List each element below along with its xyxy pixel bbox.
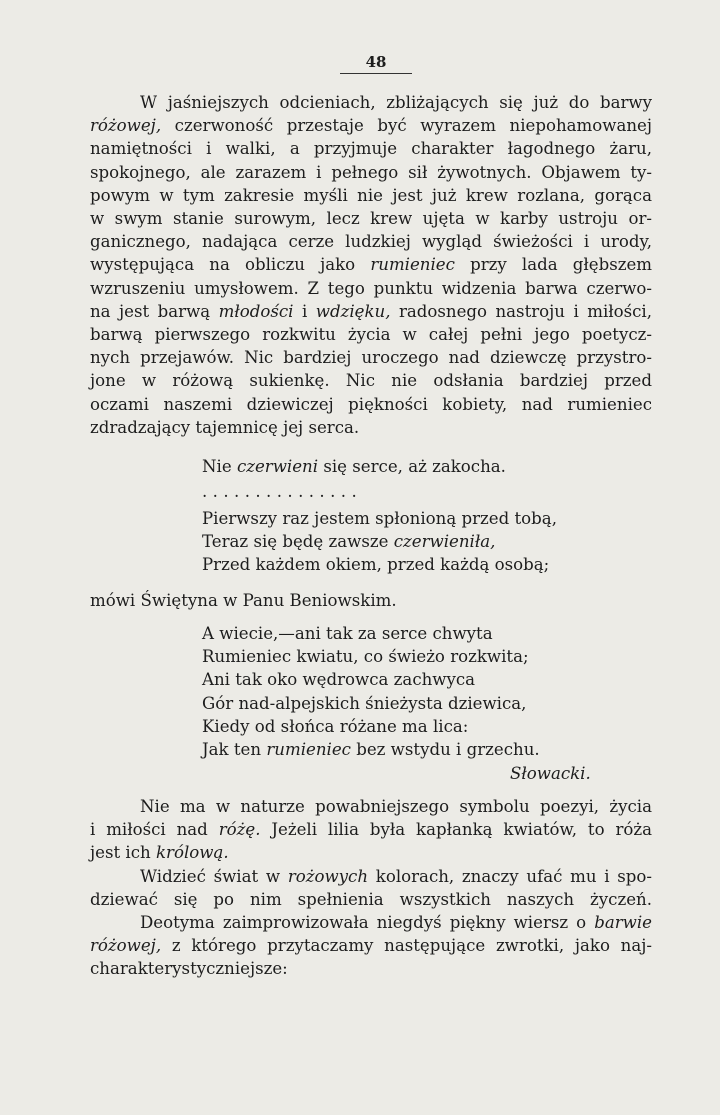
verse-line: Ani tak oko wędrowca zachwyca xyxy=(202,670,476,690)
paragraph-1 xyxy=(90,91,652,439)
ellipsis-dots: ............... xyxy=(202,482,363,501)
text-line: Widzieć świat w rożowych kolorach, znaczy ufać mu i spo- xyxy=(140,866,653,886)
text-line: na jest barwą młodości i wdzięku, radosnego nastroju i miłości, xyxy=(90,301,653,321)
text-line: w swym stanie surowym, lecz krew ujęta w karby ustroju or- xyxy=(90,209,652,229)
verse-line: Teraz się będę zawsze czerwieniła, xyxy=(202,532,496,552)
text-line: nych przejawów. Nic bardziej uroczego nad dziewczę przystro- xyxy=(90,348,652,368)
text-line: oczami naszemi dziewiczej piękności kobiety, nad rumieniec xyxy=(90,394,652,414)
text-line: występująca na obliczu jako rumieniec przy lada głębszem xyxy=(90,255,653,275)
text-line: Deotyma zaimprowizowała niegdyś piękny wiersz o barwie xyxy=(140,913,652,933)
paragraph-2 xyxy=(90,795,652,981)
text-line: wzruszeniu umysłowem. Z tego punktu widzenia barwa czerwo- xyxy=(90,278,652,298)
verse-line: Pierwszy raz jestem spłonioną przed tobą, xyxy=(202,509,557,528)
quote-1-first-line: Nie czerwieni się serce, aż zakocha. xyxy=(202,457,506,476)
verse-line: Rumieniec kwiatu, co świeżo rozkwita; xyxy=(202,647,529,667)
text-line: różowej, z którego przytaczamy następujące zwrotki, jako naj- xyxy=(90,936,653,956)
text-line: jest ich królową. xyxy=(90,843,229,863)
quote-1-stanza xyxy=(202,507,622,577)
poem-author: Słowacki. xyxy=(510,764,591,783)
text-line: W jaśniejszych odcieniach, zbliżających się już do barwy xyxy=(140,93,652,112)
verse-line: Gór nad-alpejskich śnieżysta dziewica, xyxy=(202,693,527,713)
verse-line: Kiedy od słońca różane ma lica: xyxy=(202,716,469,736)
text-line: jone w różową sukienkę. Nic nie odsłania bardziej przed xyxy=(90,371,652,391)
text-line: i miłości nad różę. Jeżeli lilia była kapłanką kwiatów, to róża xyxy=(90,820,653,840)
text-line: powym w tym zakresie myśli nie jest już krew rozlana, gorąca xyxy=(90,185,652,205)
verse-line: Przed każdem okiem, przed każdą osobą; xyxy=(202,555,550,575)
poem-quote xyxy=(202,622,622,761)
text-line: zdradzający tajemnicę jej serca. xyxy=(90,417,360,437)
text-line: dziewać się po nim spełnienia wszystkich naszych życzeń. xyxy=(90,889,652,909)
page-number-rule xyxy=(340,73,412,74)
attribution-line: mówi Świętyna w Panu Beniowskim. xyxy=(90,591,397,610)
verse-line: A wiecie,—ani tak za serce chwyta xyxy=(202,624,493,643)
text-line: spokojnego, ale zarazem i pełnego sił żywotnych. Objawem ty- xyxy=(90,162,652,182)
text-line: różowej, czerwoność przestaje być wyrazem niepohamowanej xyxy=(90,116,652,136)
page-number: 48 xyxy=(365,53,387,71)
text-line: namiętności i walki, a przyjmuje charakter łagodnego żaru, xyxy=(90,139,652,159)
text-line: Nie ma w naturze powabniejszego symbolu poezyi, życia xyxy=(140,797,652,816)
text-line: charakterystyczniejsze: xyxy=(90,959,288,979)
text-line: barwą pierwszego rozkwitu życia w całej pełni jego poetycz- xyxy=(90,325,652,345)
text-line: ganicznego, nadająca cerze ludzkiej wygląd świeżości i urody, xyxy=(90,232,652,252)
verse-line: Jak ten rumieniec bez wstydu i grzechu. xyxy=(202,740,540,760)
